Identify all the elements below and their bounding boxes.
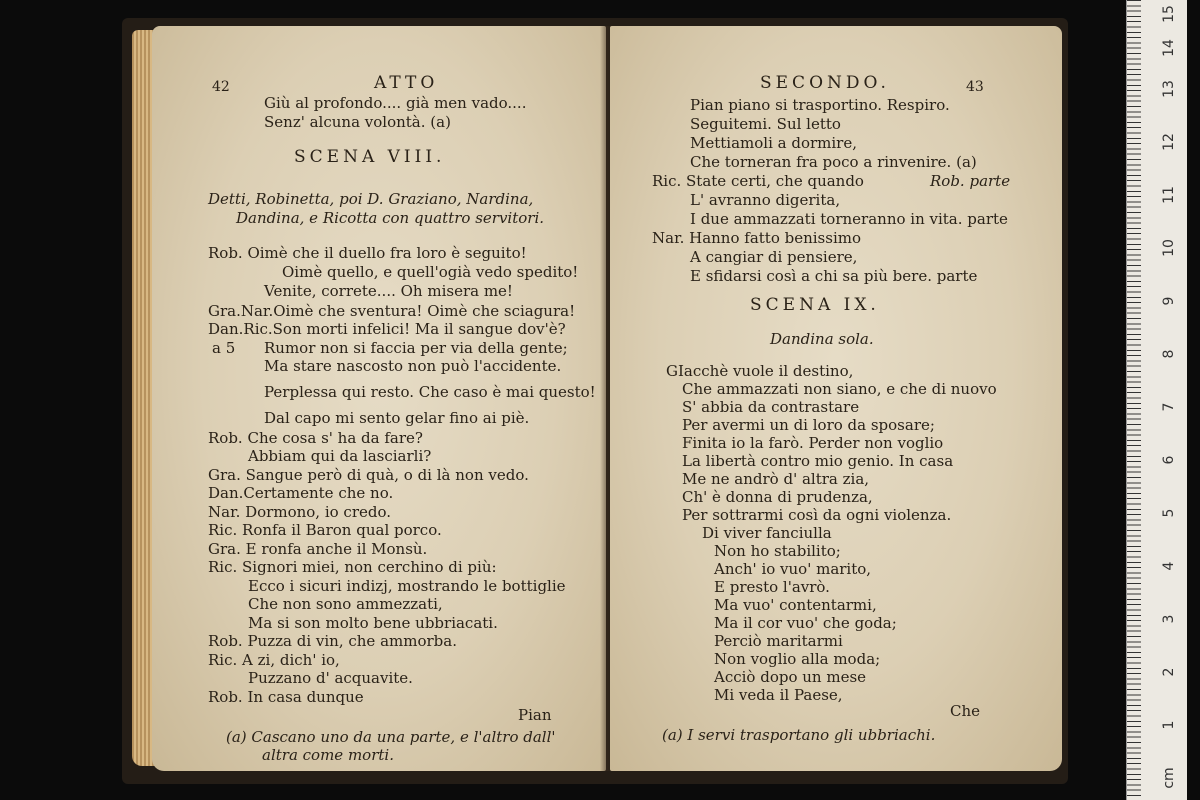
text-line: Anch' io vuo' marito, [714,560,872,578]
ruler-label: 5 [1161,508,1177,518]
stage-direction: Dandina sola. [770,330,874,348]
running-head: ATTO [374,73,439,93]
text-line: Ric. State certi, che quando [652,172,864,190]
ruler-label: 11 [1161,186,1177,204]
text-line: L' avranno digerita, [690,191,841,209]
text-line: Rob. Oimè che il duello fra loro è seguito! [208,244,527,262]
text-line: Che torneran fra poco a rinvenire. (a) [690,153,977,171]
text-line: Non voglio alla moda; [714,650,881,668]
text-line: GIacchè vuole il destino, [666,362,854,380]
text-line: Nar. Dormono, io credo. [208,503,392,521]
text-line: A cangiar di pensiere, [690,248,858,266]
text-line: Rumor non si faccia per via della gente; [264,339,568,357]
open-book [122,18,1068,784]
running-head: SECONDO. [760,73,890,93]
text-line: S' abbia da contrastare [682,398,860,416]
measuring-ruler [1126,0,1187,800]
text-line: Gra. E ronfa anche il Monsù. [208,540,428,558]
ruler-label: 9 [1161,296,1177,306]
text-line: Nar. Hanno fatto benissimo [652,229,862,247]
stage-direction: Detti, Robinetta, poi D. Graziano, Nardina, [208,190,534,208]
ruler-label: 12 [1161,133,1177,151]
text-line: Ma il cor vuo' che goda; [714,614,897,632]
text-line: Che ammazzati non siano, e che di nuovo [682,380,997,398]
text-line: Seguitemi. Sul letto [690,115,841,133]
text-line: I due ammazzati torneranno in vita. parte [690,210,1008,228]
text-line: Giù al profondo.... già men vado.... [264,94,527,112]
text-line: Pian piano si trasportino. Respiro. [690,96,950,114]
text-line: Rob. Che cosa s' ha da fare? [208,429,423,447]
ruler-label: 8 [1161,349,1177,359]
text-line: Venite, correte.... Oh misera me! [264,282,513,300]
text-line: Rob. In casa dunque [208,688,364,706]
stage-direction: Dandina, e Ricotta con quattro servitori. [236,209,545,227]
text-line: Rob. Puzza di vin, che ammorba. [208,632,457,650]
text-line: Gra.Nar.Oimè che sventura! Oimè che sciagura! [208,302,576,320]
right-page [610,26,1062,771]
left-page [152,26,606,771]
text-line: Ric. Signori miei, non cerchino di più: [208,558,497,576]
text-line: La libertà contro mio genio. In casa [682,452,954,470]
text-line: Acciò dopo un mese [714,668,867,686]
text-line: Ric. Ronfa il Baron qual porco. [208,521,442,539]
ruler-label: 2 [1161,667,1177,677]
footnote: (a) Cascano uno da una parte, e l'altro dall' [226,728,556,746]
text-line: Ma stare nascosto non può l'accidente. [264,357,562,375]
text-line: E presto l'avrò. [714,578,830,596]
text-line: Perciò maritarmi [714,632,843,650]
page-number: 43 [966,79,984,95]
text-line: Dan.Certamente che no. [208,484,394,502]
text-line: Di viver fanciulla [702,524,832,542]
text-line: Ric. A zi, dich' io, [208,651,340,669]
text-line: Ecco i sicuri indizj, mostrando le bottiglie [248,577,566,595]
stage-direction: Rob. parte [930,172,1011,190]
ruler-label: 6 [1161,455,1177,465]
ruler-label: cm [1161,767,1177,789]
text-line: E sfidarsi così a chi sa più bere. parte [690,267,978,285]
text-line: Oimè quello, e quell'ogià vedo spedito! [282,263,579,281]
text-line: Per avermi un di loro da sposare; [682,416,935,434]
text-line: Per sottrarmi così da ogni violenza. [682,506,952,524]
text-line: Puzzano d' acquavite. [248,669,413,687]
ruler-label: 13 [1161,80,1177,98]
text-line: Non ho stabilito; [714,542,841,560]
text-line: Perplessa qui resto. Che caso è mai questo! [264,383,596,401]
ruler-label: 3 [1161,614,1177,624]
text-line: Che non sono ammezzati, [248,595,443,613]
text-line: Me ne andrò d' altra zia, [682,470,870,488]
scene-heading: SCENA VIII. [294,147,446,167]
ruler-label: 1 [1161,720,1177,730]
text-line: Ma vuo' contentarmi, [714,596,877,614]
ruler-label: 15 [1161,5,1177,23]
text-line: Gra. Sangue però di quà, o di là non vedo. [208,466,529,484]
ruler-label: 4 [1161,561,1177,571]
footnote: (a) I servi trasportano gli ubbriachi. [662,726,936,744]
text-line: Senz' alcuna volontà. (a) [264,113,451,131]
text-line: Mi veda il Paese, [714,686,843,704]
ruler-label: 14 [1161,39,1177,57]
catchword: Pian [518,706,552,724]
ruler-ticks [1127,0,1157,800]
catchword: Che [950,702,981,720]
footnote: altra come morti. [262,746,394,764]
ruler-label: 7 [1161,402,1177,412]
page-number: 42 [212,79,230,95]
ruler-label: 10 [1161,239,1177,257]
text-line: Abbiam qui da lasciarli? [248,447,432,465]
text-line: Ch' è donna di prudenza, [682,488,873,506]
text-line: Dal capo mi sento gelar fino ai piè. [264,409,530,427]
text-line: Finita io la farò. Perder non voglio [682,434,944,452]
text-line: a 5 [212,339,236,357]
scene-heading: SCENA IX. [750,295,880,315]
text-line: Mettiamoli a dormire, [690,134,857,152]
text-line: Ma si son molto bene ubbriacati. [248,614,498,632]
text-line: Dan.Ric.Son morti infelici! Ma il sangue dov'è? [208,320,566,338]
